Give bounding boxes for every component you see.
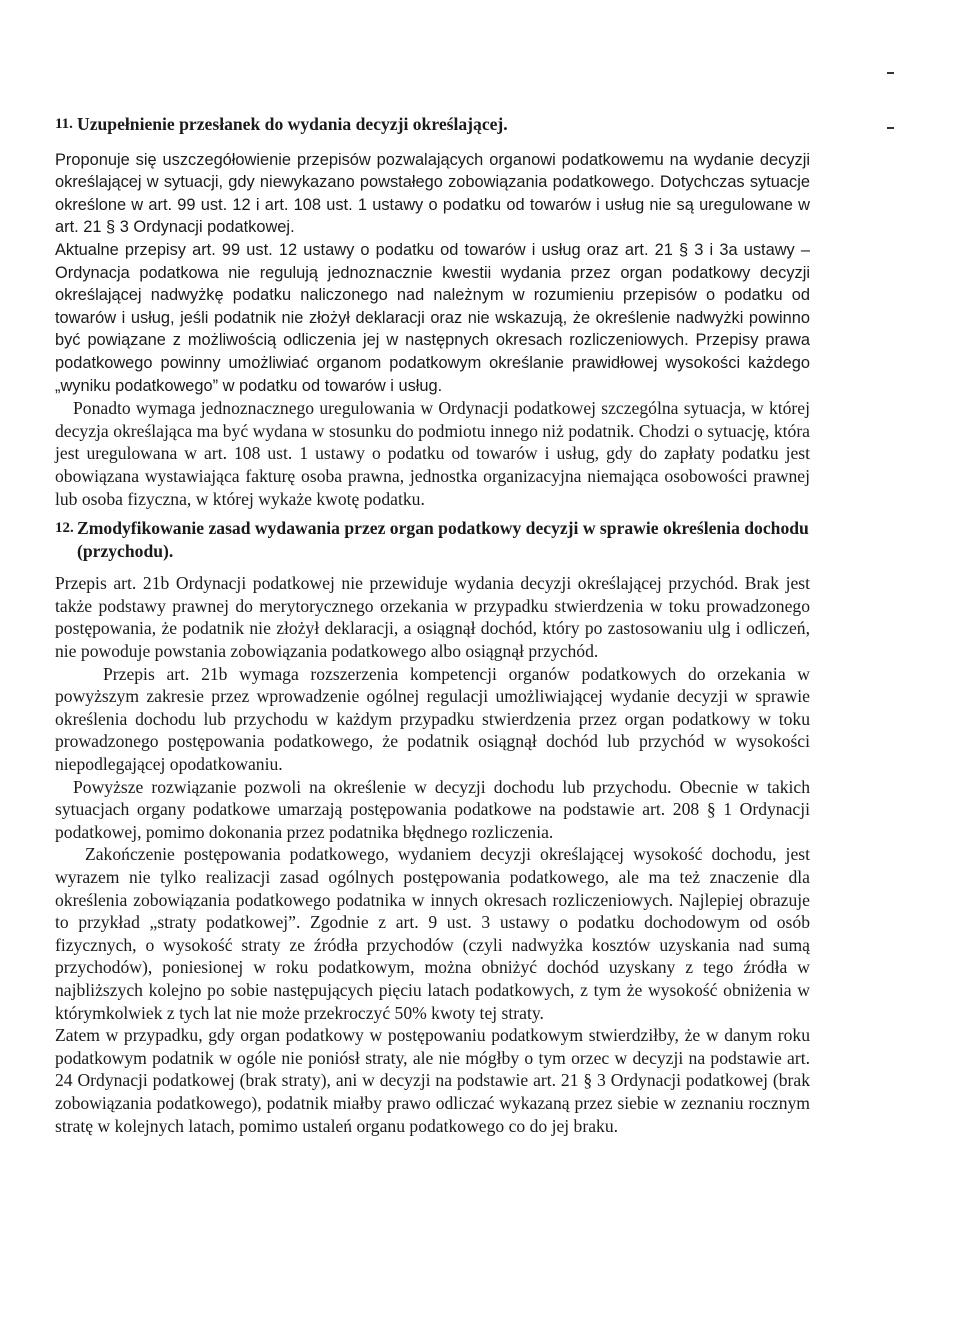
section-12-paragraph-4: Zakończenie postępowania podatkowego, wydaniem decyzji określającej wysokość dochodu, jest wyrazem nie tylko realizacji zasad ogólnych postępowania podatkowego, ale ma też znaczenie dla określenia zobowiązania podatkowego podatnika w innych okresach rozliczeniowych. Najlepiej obrazuje to przykład „straty podatkowej”. Zgodnie z art. 9 ust. 3 ustawy o podatku dochodowym od osób fizycznych, o wysokość straty ze źródła przychodów (czyli nadwyżka kosztów uzyskania nad sumą przychodów), poniesionej w roku podatkowym, można obniżyć dochód uzyskany z tego źródła w najbliższych kolejno po sobie następujących pięciu latach podatkowych, z tym że wysokość obniżenia w którymkolwiek z tych lat nie może przekroczyć 50% kwoty tej straty. [55,844,810,1023]
section-11-paragraph-3: Ponadto wymaga jednoznacznego uregulowania w Ordynacji podatkowej szczególna sytuacja, w której decyzja określająca ma być wydana w stosunku do podmiotu innego niż podatnik. Chodzi o sytuację, która jest uregulowana w art. 108 ust. 1 ustawy o podatku od towarów i usług, gdy do zapłaty podatku jest obowiązana wystawiająca fakturę osoba prawna, jednostka organizacyjna niemająca osobowości prawnej lub osoba fizyczna, w której wykaże kwotę podatku. [55,398,810,509]
section-11-paragraph-2: Aktualne przepisy art. 99 ust. 12 ustawy o podatku od towarów i usług oraz art. 21 § 3 i 3a ustawy – Ordynacja podatkowa nie regulują jednoznacznie kwestii wydania przez organ podatkowy decyzji określającej nadwyżkę podatku naliczonego nad należnym w rozumieniu przepisów o podatku od towarów i usług, jeśli podatnik nie złożył deklaracji oraz nie wskazują, że określenie nadwyżki powinno być powiązane z możliwością odliczenia jej w następnych okresach rozliczeniowych. Przepisy prawa podatkowego powinny umożliwiać organom podatkowym określanie prawidłowej wysokości każdego „wyniku podatkowego” w podatku od towarów i usług. [55,240,810,395]
section-11-title: Uzupełnienie przesłanek do wydania decyzji określającej. [77,114,508,134]
section-12-number: 12. [55,520,74,537]
scan-mark-top [887,72,894,74]
scan-mark-bottom [887,127,894,129]
section-12-paragraph-5: Zatem w przypadku, gdy organ podatkowy w postępowaniu podatkowym stwierdziłby, że w danym roku podatkowym podatnik w ogóle nie poniósł straty, ale nie mógłby o tym orzec w decyzji na podstawie art. 24 Ordynacji podatkowej (brak straty), ani w decyzji na podstawie art. 21 § 3 Ordynacji podatkowej (brak zobowiązania podatkowego), podatnik miałby prawo odliczać wykazaną przez siebie w zeznaniu rocznym stratę w kolejnych latach, pomimo ustaleń organu podatkowego co do jej braku. [55,1025,810,1136]
section-11-heading [55,113,810,136]
section-12-heading [55,517,810,562]
section-12-paragraph-2: Przepis art. 21b wymaga rozszerzenia kompetencji organów podatkowych do orzekania w powyższym zakresie przez wprowadzenie ogólnej regulacji umożliwiającej wydanie decyzji w sprawie określenia dochodu lub przychodu w każdym przypadku stwierdzenia przez organ podatkowy w toku prowadzonego postępowania podatkowego, że podatnik osiągnął dochód lub przychód w wysokości niepodlegającej opodatkowaniu. [55,663,810,775]
section-11-paragraph-1: Proponuje się uszczegółowienie przepisów pozwalających organowi podatkowemu na wydanie decyzji określającej w sytuacji, gdy niewykazano powstałego zobowiązania podatkowego. Dotychczas sytuacje określone w art. 99 ust. 12 i art. 108 ust. 1 ustawy o podatku od towarów i usług nie są uregulowane w art. 21 § 3 Ordynacji podatkowej. [55,150,810,237]
section-12-paragraph-3: Powyższe rozwiązanie pozwoli na określenie w decyzji dochodu lub przychodu. Obecnie w takich sytuacjach organy podatkowe umarzają postępowania podatkowe na podstawie art. 208 § 1 Ordynacji podatkowej, pomimo dokonania przez podatnika błędnego rozliczenia. [55,776,810,842]
section-12-paragraph-1: Przepis art. 21b Ordynacji podatkowej nie przewiduje wydania decyzji określającej przychód. Brak jest także podstawy prawnej do merytorycznego orzekania w przypadku stwierdzenia w toku prowadzonego postępowania, że podatnik nie złożył deklaracji, a osiągnął dochód, który po zastosowaniu ulg i odliczeń, nie powoduje powstania zobowiązania podatkowego albo osiągnął przychód. [55,573,810,662]
section-11-number: 11. [55,116,73,132]
section-12-title: Zmodyfikowanie zasad wydawania przez organ podatkowy decyzji w sprawie określenia dochodu (przychodu). [77,518,809,561]
document-body [55,113,810,1137]
